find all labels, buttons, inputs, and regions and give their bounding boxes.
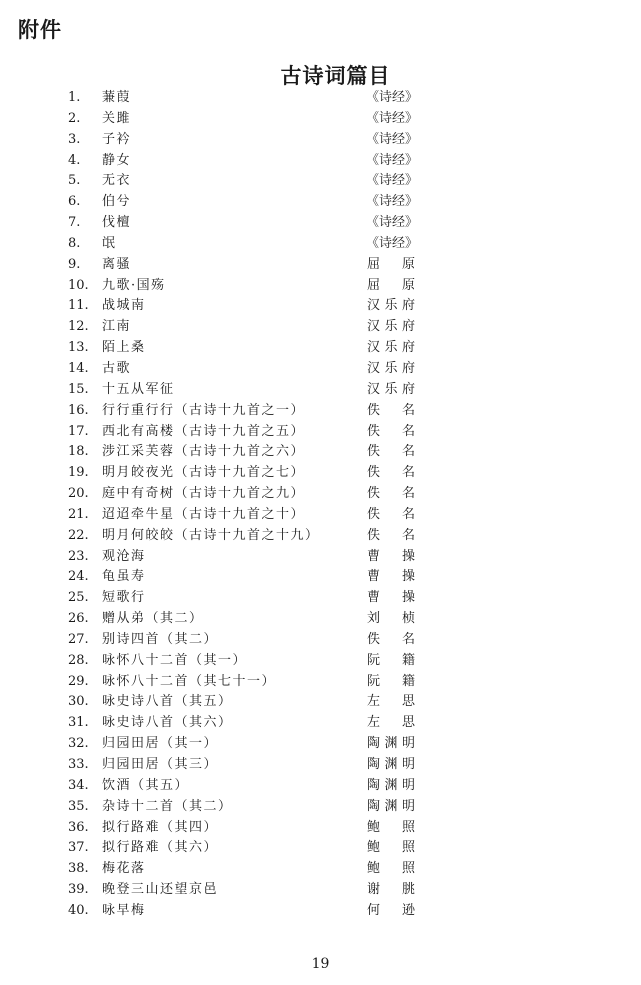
poem-title: 赠从弟（其二） <box>102 611 204 627</box>
list-item <box>0 276 641 297</box>
list-item <box>0 484 641 505</box>
poem-number: 17. <box>68 423 89 439</box>
list-item <box>0 547 641 568</box>
poem-number: 28. <box>68 652 89 668</box>
list-item <box>0 380 641 401</box>
poem-source: 屈 原 <box>367 277 415 293</box>
poem-source: 佚 名 <box>367 486 415 502</box>
poem-source: 佚 名 <box>367 631 415 647</box>
poem-number: 39. <box>68 882 89 898</box>
poem-source: 《诗经》 <box>366 194 419 210</box>
list-item <box>0 317 641 338</box>
poem-source: 左 思 <box>367 715 415 731</box>
poem-title: 明月皎夜光（古诗十九首之七） <box>102 465 306 481</box>
poem-number: 16. <box>68 402 89 418</box>
poem-title: 归园田居（其三） <box>102 757 219 772</box>
poem-source: 佚 名 <box>367 465 415 481</box>
poem-number: 37. <box>68 840 89 856</box>
poem-number: 18. <box>68 444 89 460</box>
poem-number: 1. <box>68 90 81 105</box>
list-item <box>0 776 641 797</box>
list-item <box>0 734 641 755</box>
poem-title: 观沧海 <box>102 548 146 564</box>
list-item <box>0 171 641 192</box>
poem-title: 九歌·国殇 <box>102 277 166 293</box>
list-item <box>0 609 641 630</box>
poem-number: 27. <box>68 631 89 647</box>
poem-number: 31. <box>68 715 89 731</box>
list-item <box>0 567 641 588</box>
list-item <box>0 192 641 213</box>
poem-number: 23. <box>68 548 89 564</box>
poem-title: 拟行路难（其六） <box>102 840 219 856</box>
poem-source: 陶渊明 <box>367 736 415 752</box>
poem-title: 饮酒（其五） <box>102 777 190 793</box>
list-item <box>0 838 641 859</box>
poem-title: 静女 <box>102 152 132 168</box>
poem-source: 佚 名 <box>367 444 415 460</box>
poem-title: 关雎 <box>102 110 132 126</box>
list-item <box>0 130 641 151</box>
poem-number: 21. <box>68 506 89 522</box>
poem-source: 刘 桢 <box>367 611 415 627</box>
poem-source: 《诗经》 <box>366 173 419 189</box>
page-title: 古诗词篇目 <box>280 64 391 88</box>
poem-number: 10. <box>68 277 89 293</box>
attachment-label: 附件 <box>18 18 62 42</box>
poem-source: 《诗经》 <box>366 152 419 168</box>
list-item <box>0 296 641 317</box>
poem-source: 汉乐府 <box>367 298 415 314</box>
poem-source: 汉乐府 <box>367 319 415 335</box>
poem-source: 陶渊明 <box>367 757 415 772</box>
poem-source: 《诗经》 <box>366 90 419 105</box>
poem-number: 29. <box>68 673 89 689</box>
poem-number: 4. <box>68 152 81 168</box>
poem-title: 无衣 <box>102 173 132 189</box>
list-item <box>0 359 641 380</box>
poem-number: 26. <box>68 611 89 627</box>
poem-number: 35. <box>68 798 89 814</box>
poem-title: 咏怀八十二首（其七十一） <box>102 673 277 689</box>
poem-title: 氓 <box>102 235 117 251</box>
poem-source: 鲍 照 <box>367 840 415 856</box>
poem-title: 咏怀八十二首（其一） <box>102 652 248 668</box>
poem-number: 2. <box>68 110 81 126</box>
poem-title: 迢迢牵牛星（古诗十九首之十） <box>102 506 306 522</box>
poem-source: 陶渊明 <box>367 777 415 793</box>
poem-number: 30. <box>68 694 89 710</box>
list-item <box>0 234 641 255</box>
list-item <box>0 713 641 734</box>
poem-title: 庭中有奇树（古诗十九首之九） <box>102 486 306 502</box>
list-item <box>0 463 641 484</box>
poem-source: 佚 名 <box>367 423 415 439</box>
poem-number: 36. <box>68 819 89 835</box>
poem-number: 22. <box>68 527 89 543</box>
poem-number: 40. <box>68 902 89 918</box>
list-item <box>0 755 641 776</box>
poem-source: 何 逊 <box>367 902 415 918</box>
poem-source: 阮 籍 <box>367 673 415 689</box>
poem-source: 汉乐府 <box>367 340 415 356</box>
list-item <box>0 901 641 922</box>
poem-title: 陌上桑 <box>102 340 146 356</box>
poem-title: 咏早梅 <box>102 902 146 918</box>
poem-number: 7. <box>68 215 81 231</box>
poem-source: 《诗经》 <box>366 131 419 147</box>
list-item <box>0 672 641 693</box>
poem-source: 陶渊明 <box>367 798 415 814</box>
poem-number: 13. <box>68 340 89 356</box>
poem-title: 十五从军征 <box>102 381 175 397</box>
poem-number: 32. <box>68 736 89 752</box>
poem-title: 行行重行行（古诗十九首之一） <box>102 402 306 418</box>
list-item <box>0 797 641 818</box>
poem-title: 晚登三山还望京邑 <box>102 882 219 898</box>
list-item <box>0 401 641 422</box>
poem-number: 8. <box>68 235 81 251</box>
list-item <box>0 859 641 880</box>
poem-source: 鲍 照 <box>367 819 415 835</box>
list-item <box>0 442 641 463</box>
poem-title: 战城南 <box>102 298 146 314</box>
poem-title: 别诗四首（其二） <box>102 631 219 647</box>
list-item <box>0 880 641 901</box>
poem-title: 梅花落 <box>102 861 146 877</box>
poem-source: 屈 原 <box>367 256 415 272</box>
poem-number: 3. <box>68 131 81 147</box>
poem-number: 6. <box>68 194 81 210</box>
list-item <box>0 213 641 234</box>
list-item <box>0 630 641 651</box>
list-item <box>0 255 641 276</box>
poem-number: 25. <box>68 590 89 606</box>
poem-number: 11. <box>68 298 89 314</box>
poem-list <box>0 88 641 922</box>
list-item <box>0 109 641 130</box>
list-item <box>0 651 641 672</box>
poem-title: 西北有高楼（古诗十九首之五） <box>102 423 306 439</box>
poem-number: 33. <box>68 757 89 772</box>
poem-title: 古歌 <box>102 360 132 376</box>
poem-source: 阮 籍 <box>367 652 415 668</box>
poem-source: 曹 操 <box>367 569 415 585</box>
poem-title: 咏史诗八首（其六） <box>102 715 233 731</box>
poem-source: 佚 名 <box>367 527 415 543</box>
poem-number: 9. <box>68 256 81 272</box>
list-item <box>0 338 641 359</box>
poem-title: 蒹葭 <box>102 90 132 105</box>
poem-title: 短歌行 <box>102 590 146 606</box>
poem-source: 《诗经》 <box>366 110 419 126</box>
poem-source: 汉乐府 <box>367 360 415 376</box>
poem-number: 19. <box>68 465 89 481</box>
page-number: 19 <box>311 956 330 972</box>
list-item <box>0 818 641 839</box>
poem-number: 5. <box>68 173 81 189</box>
poem-title: 江南 <box>102 319 132 335</box>
list-item <box>0 422 641 443</box>
poem-source: 谢 朓 <box>367 882 415 898</box>
poem-title: 涉江采芙蓉（古诗十九首之六） <box>102 444 306 460</box>
list-item <box>0 692 641 713</box>
poem-title: 龟虽寿 <box>102 569 146 585</box>
poem-number: 24. <box>68 569 89 585</box>
poem-title: 伐檀 <box>102 215 132 231</box>
poem-number: 15. <box>68 381 89 397</box>
list-item <box>0 151 641 172</box>
poem-number: 12. <box>68 319 89 335</box>
poem-source: 佚 名 <box>367 506 415 522</box>
list-item <box>0 526 641 547</box>
poem-source: 《诗经》 <box>366 215 419 231</box>
poem-source: 曹 操 <box>367 590 415 606</box>
poem-title: 归园田居（其一） <box>102 736 219 752</box>
poem-title: 子衿 <box>102 131 132 147</box>
poem-source: 《诗经》 <box>366 235 419 251</box>
poem-number: 34. <box>68 777 89 793</box>
poem-title: 杂诗十二首（其二） <box>102 798 233 814</box>
poem-number: 20. <box>68 486 89 502</box>
poem-title: 拟行路难（其四） <box>102 819 219 835</box>
poem-source: 曹 操 <box>367 548 415 564</box>
poem-source: 鲍 照 <box>367 861 415 877</box>
list-item <box>0 505 641 526</box>
poem-number: 38. <box>68 861 89 877</box>
poem-number: 14. <box>68 360 89 376</box>
poem-source: 左 思 <box>367 694 415 710</box>
poem-title: 离骚 <box>102 256 132 272</box>
poem-title: 咏史诗八首（其五） <box>102 694 233 710</box>
list-item <box>0 588 641 609</box>
poem-source: 汉乐府 <box>367 381 415 397</box>
list-item <box>0 88 641 109</box>
poem-title: 伯兮 <box>102 194 132 210</box>
poem-title: 明月何皎皎（古诗十九首之十九） <box>102 527 320 543</box>
poem-source: 佚 名 <box>367 402 415 418</box>
